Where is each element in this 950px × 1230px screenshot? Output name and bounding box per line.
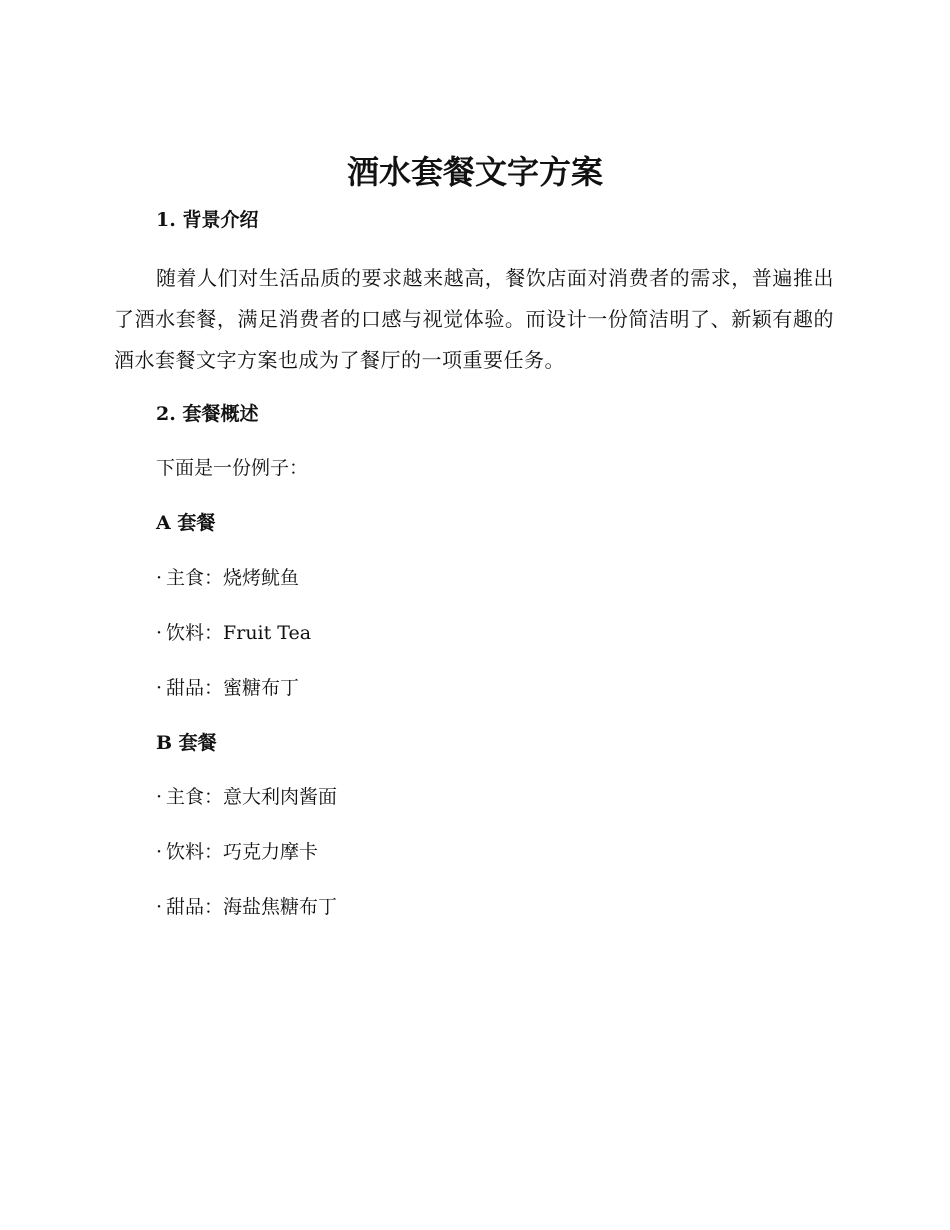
bullet-marker: · (156, 677, 163, 699)
item-text: 甜品：蜜糖布丁 (166, 677, 300, 699)
section-heading-background: 1. 背景介绍 (156, 209, 259, 231)
package-b-item-main (156, 784, 337, 810)
package-a-item-main (156, 565, 299, 591)
package-b-item-dessert (156, 894, 337, 920)
item-text: 饮料：巧克力摩卡 (166, 841, 319, 863)
package-a-item-dessert (156, 675, 299, 701)
section-heading-overview: 2. 套餐概述 (156, 403, 259, 425)
bullet-marker: · (156, 841, 163, 863)
background-paragraph: 随着人们对生活品质的要求越来越高，餐饮店面对消费者的需求，普遍推出了酒水套餐，满足消费者的口感与视觉体验。而设计一份简洁明了、新颖有趣的酒水套餐文字方案也成为了餐厅的一项重要任务。 (114, 266, 834, 372)
overview-intro: 下面是一份例子： (156, 457, 309, 479)
item-text: 主食：烧烤鱿鱼 (166, 567, 300, 589)
package-b-heading: B 套餐 (156, 732, 217, 754)
package-b-item-drink (156, 839, 318, 865)
item-text: 饮料：Fruit Tea (166, 622, 312, 644)
bullet-marker: · (156, 896, 163, 918)
item-text: 甜品：海盐焦糖布丁 (166, 896, 338, 918)
bullet-marker: · (156, 622, 163, 644)
bullet-marker: · (156, 786, 163, 808)
bullet-marker: · (156, 567, 163, 589)
item-text: 主食：意大利肉酱面 (166, 786, 338, 808)
package-a-heading: A 套餐 (156, 512, 216, 534)
document-title: 酒水套餐文字方案 (346, 153, 603, 191)
package-a-item-drink (156, 620, 311, 646)
